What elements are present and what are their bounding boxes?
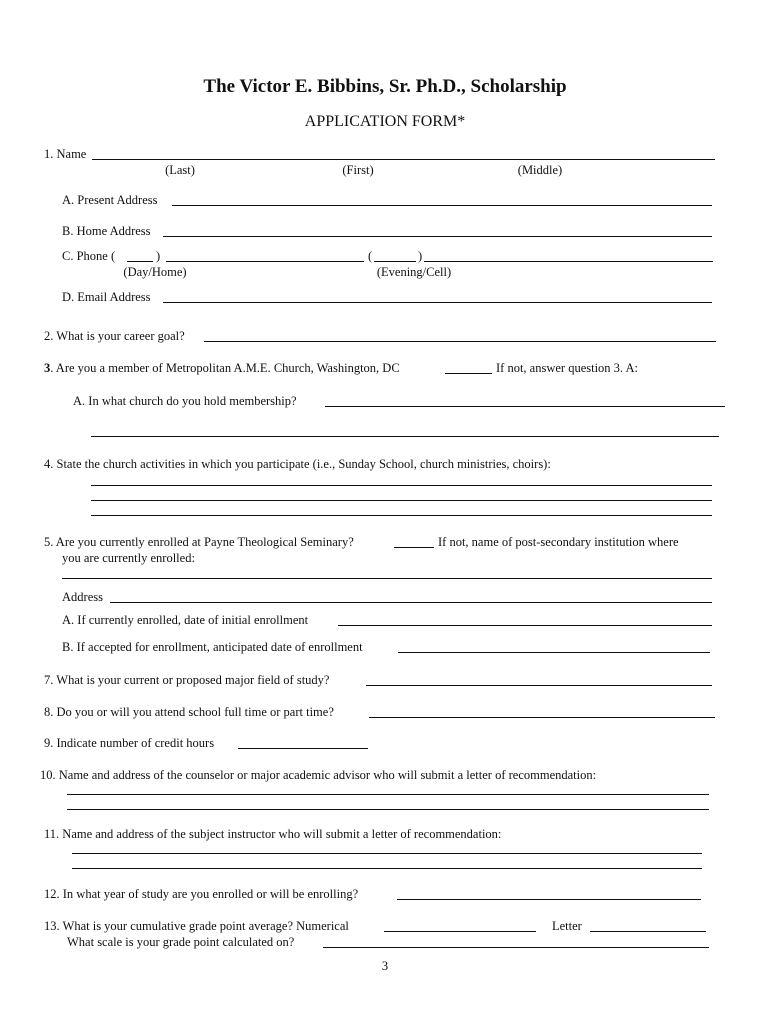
email-label: D. Email Address xyxy=(62,290,151,304)
institution-address-field[interactable] xyxy=(110,602,712,603)
major-field-input[interactable] xyxy=(366,685,712,686)
career-goal-field[interactable] xyxy=(204,341,716,342)
year-of-study-label: 12. In what year of study are you enrolled or will be enrolling? xyxy=(44,887,359,901)
year-of-study-field[interactable] xyxy=(397,899,701,900)
advisor-recommendation-field-line-2[interactable] xyxy=(67,809,709,810)
instructor-recommendation-label: 11. Name and address of the subject instructor who will submit a letter of recommendation: xyxy=(44,827,502,841)
attendance-status-label: 8. Do you or will you attend school full time or part time? xyxy=(44,705,334,719)
phone-day-number-field[interactable] xyxy=(166,261,364,262)
email-field[interactable] xyxy=(163,302,712,303)
advisor-recommendation-field-line-1[interactable] xyxy=(67,794,709,795)
career-goal-label: 2. What is your career goal? xyxy=(44,329,185,343)
attendance-status-field[interactable] xyxy=(369,717,715,718)
instructor-recommendation-field-line-1[interactable] xyxy=(72,853,702,854)
gpa-scale-label: What scale is your grade point calculated on? xyxy=(67,935,295,949)
page-number: 3 xyxy=(381,959,389,973)
phone-evening-paren-open: ( xyxy=(368,249,373,263)
church-activities-field-line-2[interactable] xyxy=(91,500,712,501)
name-last-caption: (Last) xyxy=(165,163,195,177)
church-membership-field-line-2[interactable] xyxy=(91,436,719,437)
anticipated-enrollment-label: B. If accepted for enrollment, anticipated date of enrollment xyxy=(62,640,363,654)
gpa-letter-field[interactable] xyxy=(590,931,706,932)
phone-day-caption: (Day/Home) xyxy=(123,265,187,279)
church-activities-field-line-1[interactable] xyxy=(91,485,712,486)
church-membership-label: A. In what church do you hold membership? xyxy=(73,394,297,408)
anticipated-enrollment-field[interactable] xyxy=(398,652,710,653)
phone-evening-caption: (Evening/Cell) xyxy=(376,265,452,279)
phone-evening-area-code-field[interactable] xyxy=(374,261,416,262)
church-activities-label: 4. State the church activities in which you participate (i.e., Sunday School, church ministries, choirs): xyxy=(44,457,551,471)
phone-evening-paren-close: ) xyxy=(418,249,423,263)
phone-evening-number-field[interactable] xyxy=(424,261,713,262)
instructor-recommendation-field-line-2[interactable] xyxy=(72,868,702,869)
name-field[interactable] xyxy=(92,159,715,160)
membership-question xyxy=(44,361,400,376)
membership-question-text: . Are you a member of Metropolitan A.M.E. Church, Washington, DC xyxy=(50,361,400,375)
credit-hours-field[interactable] xyxy=(238,748,368,749)
institution-address-label: Address xyxy=(62,590,103,604)
gpa-scale-field[interactable] xyxy=(323,947,709,948)
present-address-label: A. Present Address xyxy=(62,193,158,207)
name-first-caption: (First) xyxy=(342,163,374,177)
home-address-field[interactable] xyxy=(163,236,712,237)
church-activities-field-line-3[interactable] xyxy=(91,515,712,516)
form-subtitle: APPLICATION FORM* xyxy=(304,113,466,130)
initial-enrollment-label: A. If currently enrolled, date of initial enrollment xyxy=(62,613,309,627)
home-address-label: B. Home Address xyxy=(62,224,151,238)
enrollment-followup-text: If not, name of post-secondary institution where xyxy=(438,535,679,549)
gpa-numerical-field[interactable] xyxy=(384,931,536,932)
name-middle-caption: (Middle) xyxy=(517,163,563,177)
phone-day-area-code-field[interactable] xyxy=(127,261,153,262)
initial-enrollment-field[interactable] xyxy=(338,625,712,626)
institution-name-field[interactable] xyxy=(62,578,712,579)
phone-label: C. Phone ( xyxy=(62,249,116,263)
membership-answer-field[interactable] xyxy=(445,373,492,374)
church-membership-field[interactable] xyxy=(325,406,725,407)
enrollment-followup-text-line-2: you are currently enrolled: xyxy=(62,551,195,565)
form-title: The Victor E. Bibbins, Sr. Ph.D., Scholarship xyxy=(203,76,567,97)
present-address-field[interactable] xyxy=(172,205,712,206)
gpa-letter-label: Letter xyxy=(552,919,582,933)
phone-day-paren-close: ) xyxy=(156,249,161,263)
advisor-recommendation-label: 10. Name and address of the counselor or major academic advisor who will submit a letter of recommendation: xyxy=(40,768,597,782)
name-label: 1. Name xyxy=(44,147,87,161)
question-number: 3 xyxy=(44,361,51,375)
enrollment-answer-field[interactable] xyxy=(394,547,434,548)
gpa-numerical-label: 13. What is your cumulative grade point average? Numerical xyxy=(44,919,349,933)
credit-hours-label: 9. Indicate number of credit hours xyxy=(44,736,215,750)
membership-followup-text: If not, answer question 3. A: xyxy=(496,361,638,375)
enrollment-question: 5. Are you currently enrolled at Payne Theological Seminary? xyxy=(44,535,354,549)
major-field-label: 7. What is your current or proposed major field of study? xyxy=(44,673,330,687)
